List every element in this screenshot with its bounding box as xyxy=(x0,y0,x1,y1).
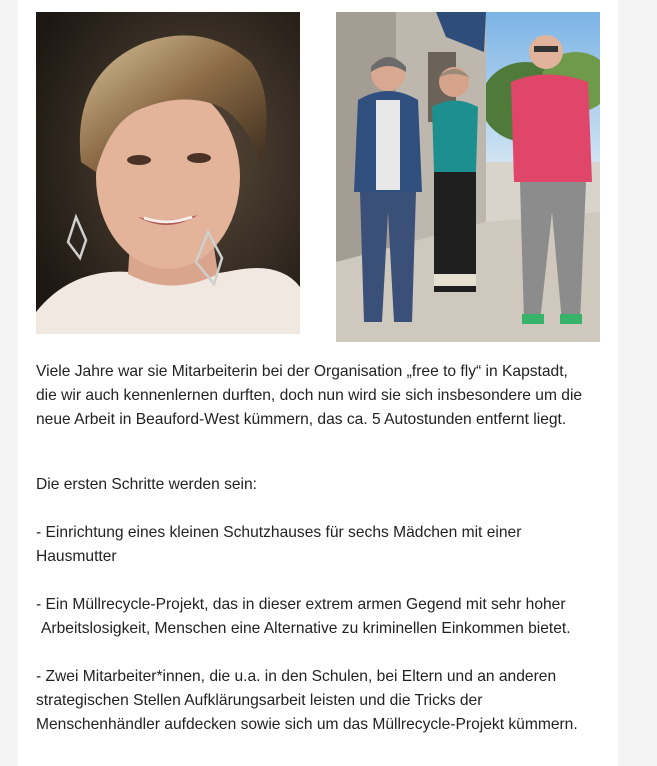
step-3-line-2: strategischen Stellen Aufklärungsarbeit leisten und die Tricks der xyxy=(36,692,483,709)
intro-line-2: die wir auch kennenlernen durften, doch nun wird sie sich insbesondere um die xyxy=(36,387,583,404)
steps-heading: Die ersten Schritte werden sein: xyxy=(36,476,258,493)
newsletter-card xyxy=(18,0,618,766)
intro-line-1: Viele Jahre war sie Mitarbeiterin bei der Organisation „free to fly“ in Kapstadt, xyxy=(36,363,568,380)
step-item xyxy=(36,665,611,737)
intro-paragraph xyxy=(36,360,611,432)
step-item xyxy=(36,593,611,641)
step-3-line-3: Menschenhändler aufdecken sowie sich um das Müllrecycle-Projekt kümmern. xyxy=(36,716,578,733)
step-1-line-1: - Einrichtung eines kleinen Schutzhauses für sechs Mädchen mit einer xyxy=(36,524,522,541)
step-2-line-1: - Ein Müllrecycle-Projekt, das in dieser extrem armen Gegend mit sehr hoher xyxy=(36,596,566,613)
step-2-line-2: Arbeitslosigkeit, Menschen eine Alternative zu kriminellen Einkommen bietet. xyxy=(41,620,571,637)
step-3-line-1: - Zwei Mitarbeiter*innen, die u.a. in den Schulen, bei Eltern und an anderen xyxy=(36,668,557,685)
group-photo xyxy=(336,12,600,342)
intro-line-3: neue Arbeit in Beauford-West kümmern, das ca. 5 Autostunden entfernt liegt. xyxy=(36,411,567,428)
portrait-photo xyxy=(36,12,300,334)
step-1-line-2: Hausmutter xyxy=(36,548,117,565)
step-item xyxy=(36,521,611,569)
